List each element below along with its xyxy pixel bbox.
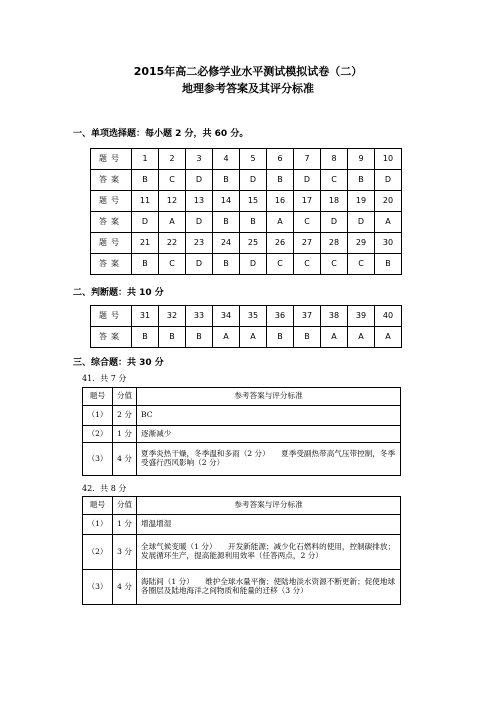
q42-heading: 42．共 8 分: [82, 484, 127, 493]
question-number-cell: 18: [321, 191, 348, 212]
question-number-row: [91, 149, 402, 170]
answer-cell: D: [186, 254, 213, 275]
answer-cell: D: [186, 170, 213, 191]
answer-cell: B: [213, 254, 240, 275]
question-number-cell: 13: [186, 191, 213, 212]
question-number-cell: 5: [240, 149, 267, 170]
row-label-question-number: 题号: [91, 191, 132, 212]
sub-question-score: 1 分: [113, 515, 137, 535]
answer-cell: A: [375, 327, 402, 348]
question-number-cell: 23: [186, 233, 213, 254]
sub-question-number: （1）: [83, 406, 113, 426]
question-number-cell: 15: [240, 191, 267, 212]
row-label-answer: 答案: [91, 254, 132, 275]
sub-question-score: 2 分: [113, 406, 137, 426]
row-label-answer: 答案: [91, 327, 132, 348]
section-multiple-choice-heading: 一、单项选择题：每小题 2 分，共 60 分。: [73, 129, 249, 139]
answer-cell: D: [321, 212, 348, 233]
row-label-question-number: 题号: [91, 306, 132, 327]
question-number-cell: 39: [348, 306, 375, 327]
multiple-choice-answer-table: [90, 148, 402, 275]
question-number-cell: 36: [267, 306, 294, 327]
question-number-cell: 6: [267, 149, 294, 170]
q41-heading: 41．共 7 分: [82, 374, 127, 383]
table-header-row: [83, 497, 401, 515]
question-number-cell: 8: [321, 149, 348, 170]
question-number-cell: 21: [132, 233, 159, 254]
sub-question-number: （3）: [83, 570, 113, 605]
table-row: [83, 426, 401, 443]
question-number-cell: 20: [375, 191, 402, 212]
question-number-cell: 30: [375, 233, 402, 254]
answer-cell: C: [159, 254, 186, 275]
answer-cell: C: [267, 254, 294, 275]
header-answer: 参考答案与评分标准: [137, 497, 401, 515]
answer-cell: B: [132, 170, 159, 191]
question-number-cell: 34: [213, 306, 240, 327]
answer-cell: B: [294, 327, 321, 348]
answer-cell: B: [213, 170, 240, 191]
answer-cell: B: [348, 170, 375, 191]
header-number: 题号: [83, 497, 113, 515]
question-number-cell: 4: [213, 149, 240, 170]
row-label-answer: 答案: [91, 212, 132, 233]
answer-cell: D: [132, 212, 159, 233]
answer-row: [91, 170, 402, 191]
answer-cell: D: [375, 170, 402, 191]
q41-answer-table: [82, 387, 401, 476]
question-number-cell: 10: [375, 149, 402, 170]
question-number-cell: 19: [348, 191, 375, 212]
sub-question-answer: 逐渐减少: [137, 426, 401, 443]
table-row: [83, 535, 401, 570]
q42-answer-table: [82, 496, 401, 605]
answer-row: [91, 212, 402, 233]
answer-cell: B: [132, 327, 159, 348]
question-number-cell: 14: [213, 191, 240, 212]
header-answer: 参考答案与评分标准: [137, 388, 401, 406]
header-number: 题号: [83, 388, 113, 406]
answer-cell: C: [321, 170, 348, 191]
question-number-cell: 12: [159, 191, 186, 212]
sub-question-score: 3 分: [113, 535, 137, 570]
answer-cell: C: [294, 212, 321, 233]
section-comprehensive-heading: 三、综合题：共 30 分: [73, 358, 164, 368]
answer-cell: D: [348, 212, 375, 233]
question-number-cell: 35: [240, 306, 267, 327]
question-number-cell: 9: [348, 149, 375, 170]
question-number-row: [91, 191, 402, 212]
sub-question-score: 4 分: [113, 443, 137, 476]
answer-cell: A: [213, 327, 240, 348]
question-number-row: [91, 233, 402, 254]
sub-question-number: （2）: [83, 426, 113, 443]
exam-subtitle: 地理参考答案及其评分标准: [182, 82, 314, 95]
header-score: 分值: [113, 497, 137, 515]
answer-cell: D: [240, 254, 267, 275]
answer-cell: B: [240, 212, 267, 233]
question-number-cell: 27: [294, 233, 321, 254]
answer-row: [91, 254, 402, 275]
header-score: 分值: [113, 388, 137, 406]
question-number-cell: 3: [186, 149, 213, 170]
answer-cell: D: [186, 212, 213, 233]
sub-question-answer: 海陆间（1 分） 维护全球水量平衡；使陆地淡水资源不断更新；促使地球各圈层及陆地海洋之间物质和能量的迁移（3 分）: [137, 570, 401, 605]
answer-cell: B: [267, 327, 294, 348]
sub-question-answer: 夏季炎热干燥，冬季温和多雨（2 分） 夏季受副热带高气压带控制，冬季受盛行西风影响（2 分）: [137, 443, 401, 476]
question-number-cell: 33: [186, 306, 213, 327]
table-row: [83, 570, 401, 605]
answer-cell: B: [132, 254, 159, 275]
question-number-cell: 7: [294, 149, 321, 170]
answer-cell: B: [213, 212, 240, 233]
answer-cell: B: [159, 327, 186, 348]
sub-question-answer: BC: [137, 406, 401, 426]
question-number-cell: 24: [213, 233, 240, 254]
question-number-cell: 29: [348, 233, 375, 254]
exam-title: 2015年高二必修学业水平测试模拟试卷（二）: [133, 65, 363, 78]
answer-cell: C: [159, 170, 186, 191]
row-label-answer: 答案: [91, 170, 132, 191]
answer-cell: B: [267, 170, 294, 191]
answer-cell: C: [294, 254, 321, 275]
true-false-answer-table: [90, 305, 402, 348]
table-row: [83, 443, 401, 476]
answer-cell: B: [375, 254, 402, 275]
answer-cell: A: [348, 327, 375, 348]
answer-cell: D: [294, 170, 321, 191]
question-number-row: [91, 306, 402, 327]
table-row: [83, 406, 401, 426]
sub-question-number: （1）: [83, 515, 113, 535]
section-true-false-heading: 二、判断题：共 10 分: [73, 288, 164, 298]
question-number-cell: 31: [132, 306, 159, 327]
question-number-cell: 17: [294, 191, 321, 212]
answer-row: [91, 327, 402, 348]
question-number-cell: 22: [159, 233, 186, 254]
answer-cell: D: [240, 170, 267, 191]
question-number-cell: 40: [375, 306, 402, 327]
answer-cell: A: [321, 327, 348, 348]
row-label-question-number: 题号: [91, 233, 132, 254]
sub-question-score: 4 分: [113, 570, 137, 605]
question-number-cell: 32: [159, 306, 186, 327]
sub-question-number: （3）: [83, 443, 113, 476]
sub-question-answer: 全球气候变暖（1 分） 开发新能源；减少化石燃料的使用，控制碳排放；发展循环生产，提高能源利用效率（任答两点，2 分）: [137, 535, 401, 570]
answer-cell: A: [267, 212, 294, 233]
table-row: [83, 515, 401, 535]
answer-cell: A: [375, 212, 402, 233]
question-number-cell: 38: [321, 306, 348, 327]
question-number-cell: 16: [267, 191, 294, 212]
row-label-question-number: 题号: [91, 149, 132, 170]
answer-cell: C: [321, 254, 348, 275]
question-number-cell: 2: [159, 149, 186, 170]
table-header-row: [83, 388, 401, 406]
answer-cell: A: [240, 327, 267, 348]
sub-question-number: （2）: [83, 535, 113, 570]
question-number-cell: 1: [132, 149, 159, 170]
answer-cell: B: [186, 327, 213, 348]
question-number-cell: 11: [132, 191, 159, 212]
question-number-cell: 37: [294, 306, 321, 327]
question-number-cell: 28: [321, 233, 348, 254]
answer-cell: C: [348, 254, 375, 275]
answer-cell: A: [159, 212, 186, 233]
question-number-cell: 25: [240, 233, 267, 254]
sub-question-answer: 增温增湿: [137, 515, 401, 535]
question-number-cell: 26: [267, 233, 294, 254]
sub-question-score: 1 分: [113, 426, 137, 443]
